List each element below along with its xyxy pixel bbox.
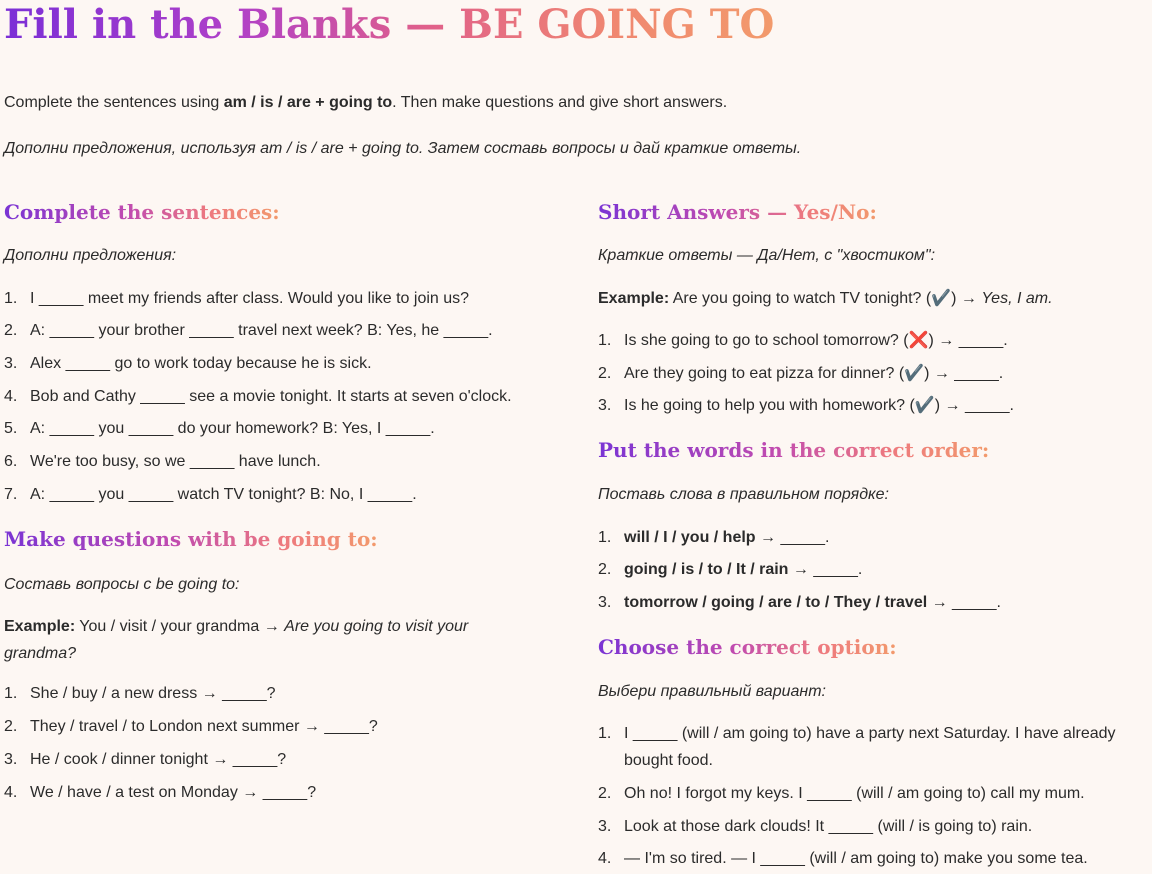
- list-item: [4, 481, 417, 508]
- item-text: Is he going to help you with homework? (✔️) → _____.: [624, 397, 1014, 414]
- example-answer: Yes, I am.: [981, 290, 1053, 307]
- item-number: 2.: [4, 322, 18, 339]
- list-item: [4, 350, 372, 377]
- list-item: [4, 285, 469, 312]
- choose-heading: Choose the correct option:: [598, 635, 897, 659]
- item-number: 3.: [598, 818, 612, 835]
- item-number: 1.: [598, 332, 612, 349]
- item-text: She / buy / a new dress → _____?: [30, 685, 276, 702]
- intro-bold-formula: am / is / are + going to: [223, 94, 393, 111]
- item-tail: → _____.: [788, 561, 863, 578]
- item-number: 4.: [4, 784, 18, 801]
- item-text: They / travel / to London next summer → _____?: [30, 718, 378, 735]
- item-tail: → _____.: [755, 529, 830, 546]
- scrambled-words: will / I / you / help: [624, 529, 756, 546]
- item-number: 4.: [598, 850, 612, 867]
- list-item: [4, 779, 316, 806]
- short-answers-subtitle: Краткие ответы — Да/Нет, с "хвостиком":: [598, 247, 936, 264]
- item-text: I _____ (will / am going to) have a party next Saturday. I have already bought food.: [624, 725, 1116, 769]
- word-order-heading: Put the words in the correct order:: [598, 438, 990, 462]
- list-item: [4, 448, 321, 475]
- item-text: Are they going to eat pizza for dinner? (✔️) → _____.: [624, 365, 1004, 382]
- item-text: We're too busy, so we _____ have lunch.: [30, 453, 321, 470]
- item-number: 3.: [4, 355, 18, 372]
- word-order-subtitle: Поставь слова в правильном порядке:: [598, 486, 889, 503]
- item-text: He / cook / dinner tonight → _____?: [30, 751, 287, 768]
- list-item: [598, 392, 1014, 419]
- list-item: [598, 556, 862, 583]
- list-item: [4, 680, 275, 707]
- questions-example: [4, 613, 524, 667]
- item-tail: → _____.: [927, 594, 1001, 611]
- item-number: 3.: [598, 594, 612, 611]
- list-item: [4, 746, 286, 773]
- item-number: 1.: [4, 290, 18, 307]
- page-title: Fill in the Blanks — BE GOING TO: [4, 1, 775, 48]
- intro-text-end: . Then make questions and give short answers.: [392, 94, 728, 111]
- item-text: A: _____ you _____ watch TV tonight? B: No, I _____.: [30, 486, 417, 503]
- list-item: [598, 360, 1003, 387]
- questions-heading: Make questions with be going to:: [4, 527, 378, 551]
- scrambled-words: going / is / to / It / rain: [624, 561, 789, 578]
- list-item: [4, 317, 493, 344]
- item-number: 6.: [4, 453, 18, 470]
- complete-subtitle: Дополни предложения:: [4, 247, 177, 264]
- example-text: You / visit / your grandma →: [75, 618, 285, 635]
- item-text: We / have / a test on Monday → _____?: [30, 784, 317, 801]
- item-number: 2.: [598, 785, 612, 802]
- short-answers-example: [598, 285, 1053, 312]
- item-number: 3.: [598, 397, 612, 414]
- intro-russian: Дополни предложения, используя am / is / are + going to. Затем составь вопросы и дай краткие ответы.: [4, 140, 802, 157]
- intro-english: [4, 93, 727, 113]
- list-item: [598, 845, 1088, 872]
- list-item: [598, 720, 1150, 774]
- item-text: — I'm so tired. — I _____ (will / am going to) make you some tea.: [624, 850, 1088, 867]
- item-text: I _____ meet my friends after class. Would you like to join us?: [30, 290, 470, 307]
- list-item: [4, 383, 512, 410]
- intro-text-start: Complete the sentences using: [4, 94, 224, 111]
- questions-subtitle: Составь вопросы с be going to:: [4, 576, 240, 593]
- list-item: [598, 524, 829, 551]
- short-answers-heading: Short Answers — Yes/No:: [598, 200, 877, 224]
- list-item: [598, 327, 1008, 354]
- item-number: 2.: [4, 718, 18, 735]
- example-answer: Are you going to visit your grandma?: [4, 618, 469, 662]
- list-item: [598, 813, 1032, 840]
- choose-subtitle: Выбери правильный вариант:: [598, 683, 826, 700]
- item-number: 2.: [598, 365, 612, 382]
- list-item: [4, 415, 435, 442]
- item-text: Alex _____ go to work today because he is sick.: [30, 355, 372, 372]
- item-number: 3.: [4, 751, 18, 768]
- item-text: Is she going to go to school tomorrow? (❌) → _____.: [624, 332, 1008, 349]
- item-text: Look at those dark clouds! It _____ (will / is going to) rain.: [624, 818, 1033, 835]
- item-text: Bob and Cathy _____ see a movie tonight. It starts at seven o'clock.: [30, 388, 512, 405]
- example-text: Are you going to watch TV tonight? (✔️) →: [669, 290, 982, 307]
- item-number: 4.: [4, 388, 18, 405]
- list-item: [598, 589, 1001, 616]
- example-label: Example:: [598, 290, 670, 307]
- item-number: 1.: [4, 685, 18, 702]
- complete-heading: Complete the sentences:: [4, 200, 280, 224]
- list-item: [598, 780, 1085, 807]
- item-text: Oh no! I forgot my keys. I _____ (will / am going to) call my mum.: [624, 785, 1085, 802]
- example-label: Example:: [4, 618, 76, 635]
- list-item: [4, 713, 378, 740]
- item-number: 1.: [598, 529, 612, 546]
- item-text: A: _____ you _____ do your homework? B: Yes, I _____.: [30, 420, 435, 437]
- scrambled-words: tomorrow / going / are / to / They / travel: [624, 594, 928, 611]
- item-number: 1.: [598, 725, 612, 742]
- item-text: A: _____ your brother _____ travel next week? B: Yes, he _____.: [30, 322, 493, 339]
- item-number: 2.: [598, 561, 612, 578]
- item-number: 5.: [4, 420, 18, 437]
- item-number: 7.: [4, 486, 18, 503]
